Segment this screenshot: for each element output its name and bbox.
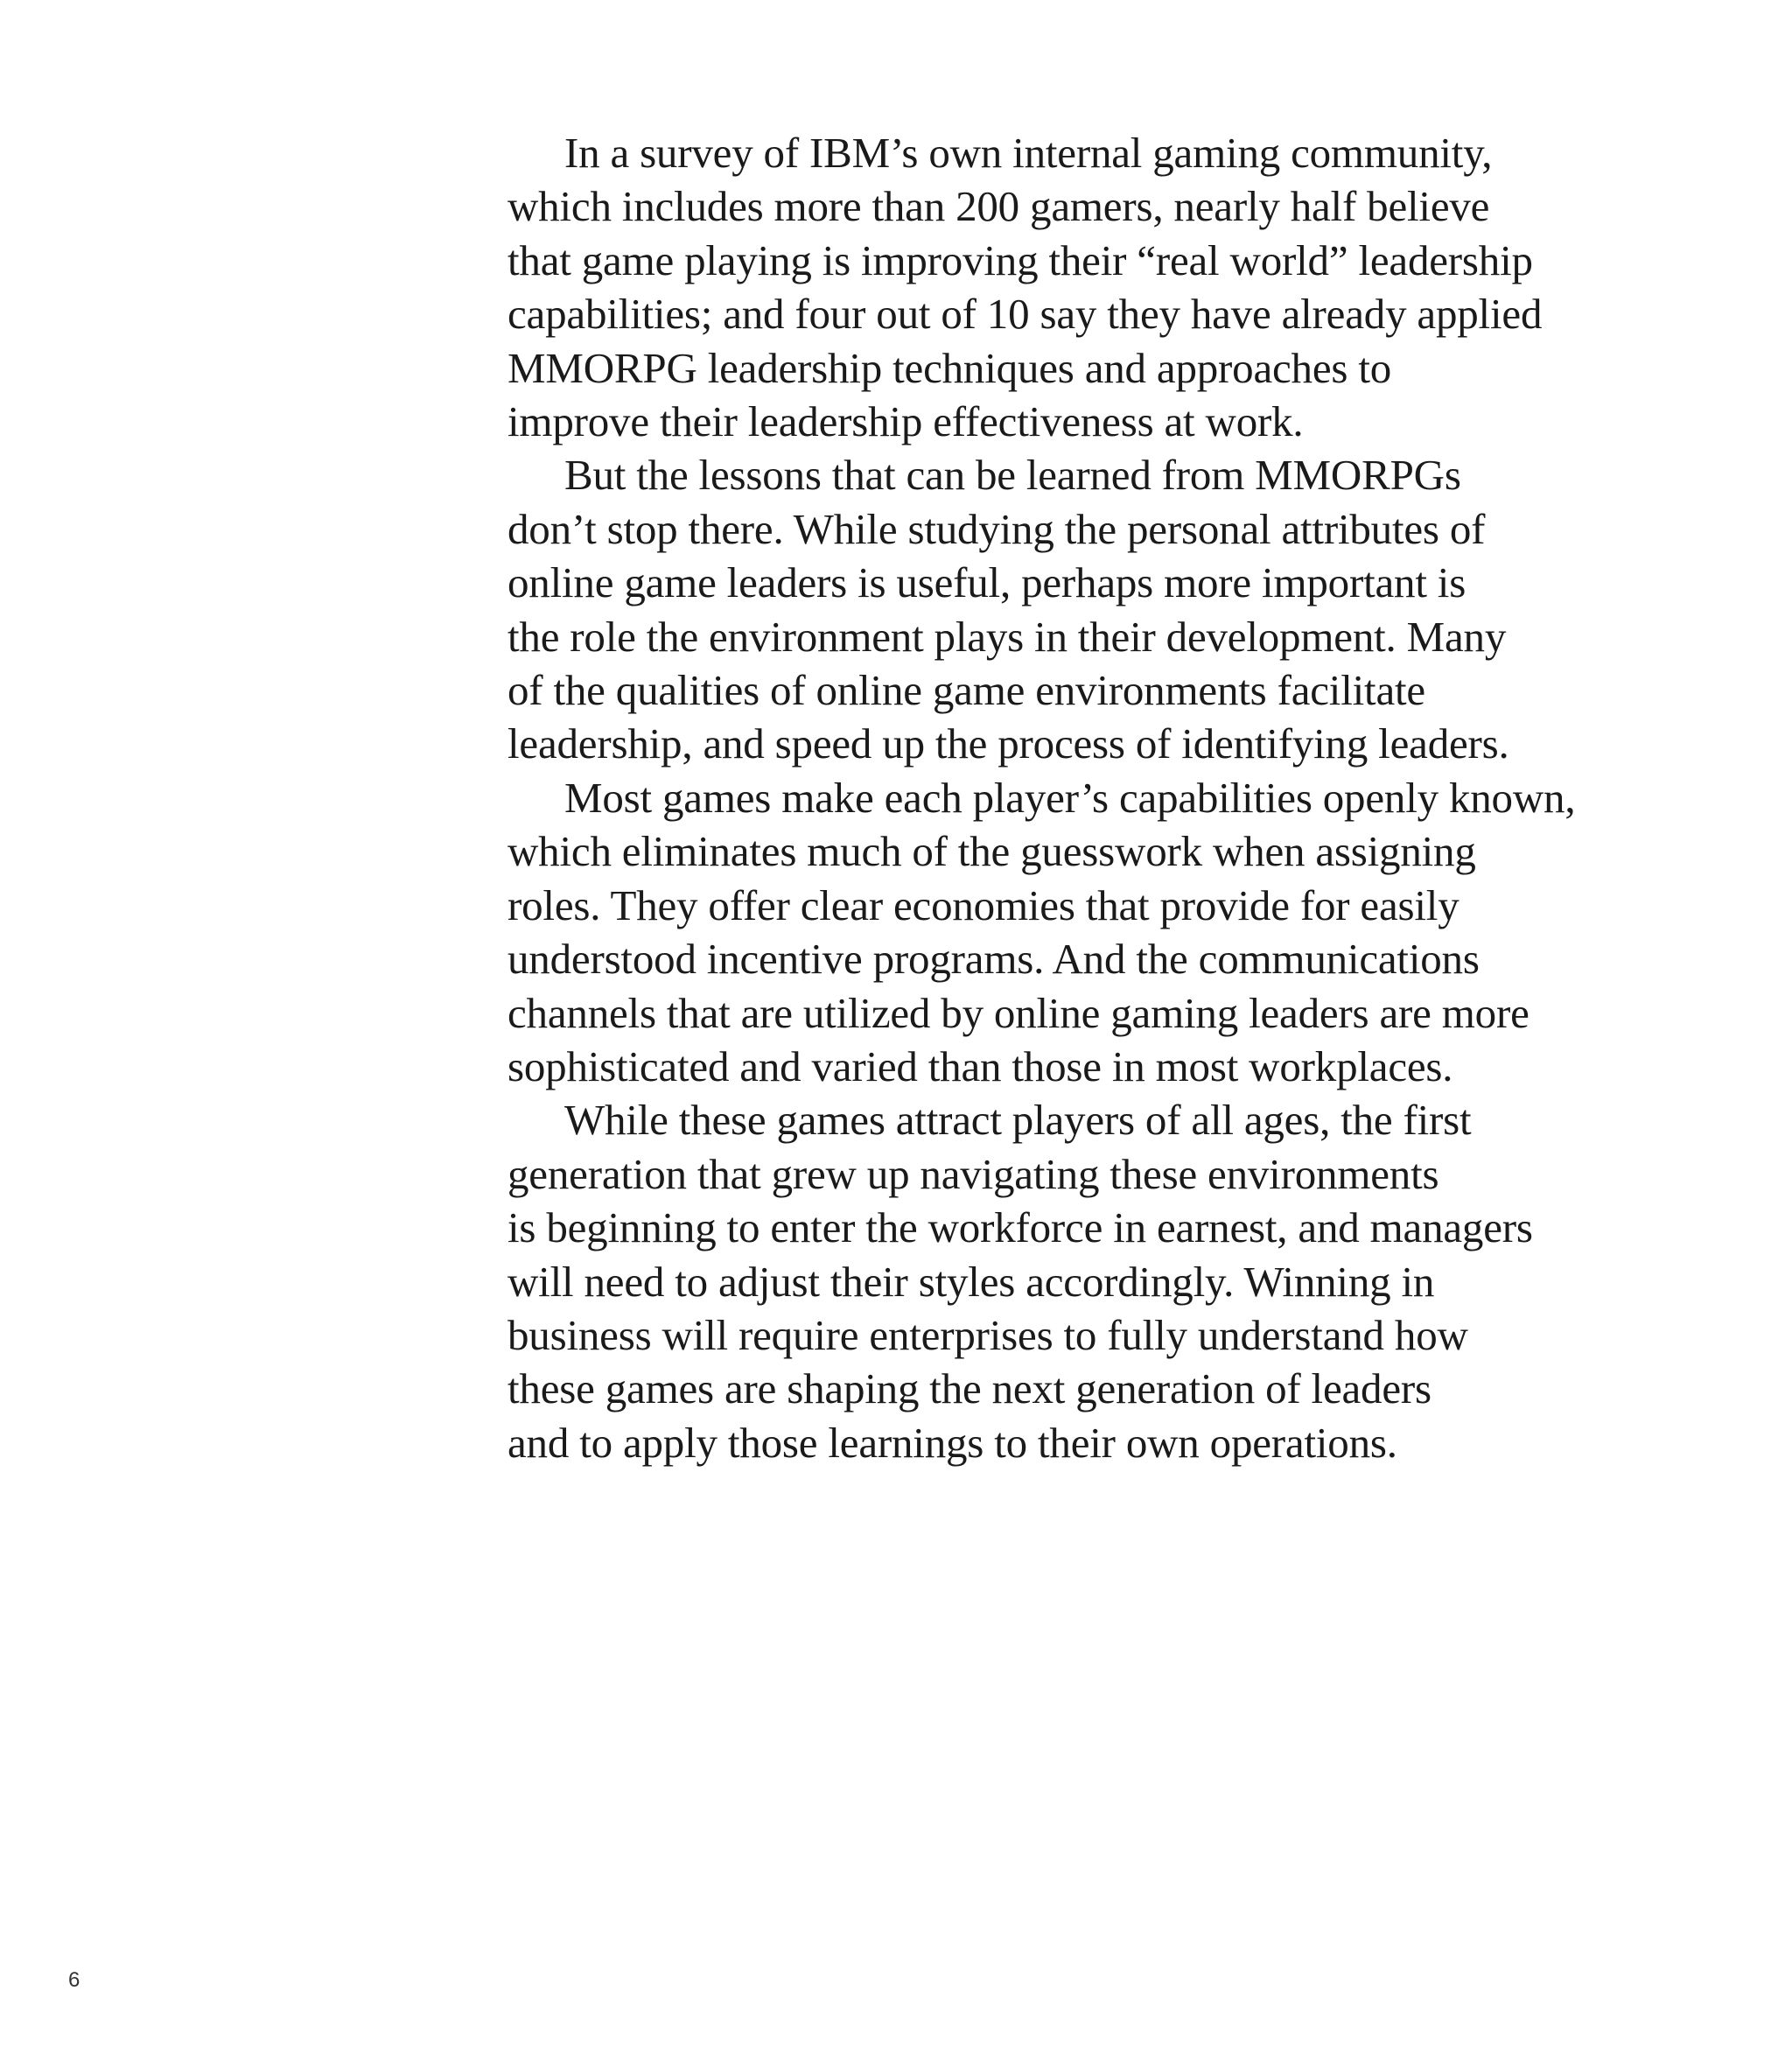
text-line: which includes more than 200 gamers, nearly half believe: [508, 182, 1490, 231]
paragraph-3: [508, 771, 1592, 1093]
text-line: business will require enterprises to fully understand how: [508, 1310, 1468, 1359]
text-line: Most games make each player’s capabilities openly known,: [564, 773, 1576, 822]
text-line: capabilities; and four out of 10 say they have already applied: [508, 290, 1543, 339]
text-line: understood incentive programs. And the communications: [508, 935, 1480, 984]
text-line: don’t stop there. While studying the personal attributes of: [508, 504, 1486, 553]
text-line: But the lessons that can be learned from MMORPGs: [564, 451, 1461, 500]
paragraph-4: [508, 1093, 1592, 1469]
text-line: and to apply those learnings to their own operations.: [508, 1418, 1397, 1467]
paragraph-1: [508, 126, 1592, 448]
text-line: leadership, and speed up the process of identifying leaders.: [508, 719, 1509, 768]
text-line: sophisticated and varied than those in most workplaces.: [508, 1041, 1453, 1090]
text-line: channels that are utilized by online gaming leaders are more: [508, 988, 1530, 1037]
text-line: is beginning to enter the workforce in earnest, and managers: [508, 1203, 1533, 1252]
text-line: generation that grew up navigating these environments: [508, 1149, 1439, 1198]
paragraph-2: [508, 448, 1592, 770]
text-line: improve their leadership effectiveness at work.: [508, 397, 1304, 446]
text-line: of the qualities of online game environments facilitate: [508, 666, 1425, 715]
text-line: roles. They offer clear economies that provide for easily: [508, 880, 1460, 929]
text-line: online game leaders is useful, perhaps more important is: [508, 558, 1466, 607]
text-line: In a survey of IBM’s own internal gaming community,: [564, 129, 1493, 177]
text-line: these games are shaping the next generation of leaders: [508, 1364, 1432, 1413]
text-line: that game playing is improving their “real world” leadership: [508, 235, 1533, 284]
body-text: [508, 126, 1592, 1469]
text-line: which eliminates much of the guesswork when assigning: [508, 827, 1476, 876]
page-number: 6: [68, 1968, 80, 1992]
text-line: MMORPG leadership techniques and approaches to: [508, 343, 1392, 392]
text-line: While these games attract players of all ages, the first: [564, 1096, 1472, 1145]
text-line: will need to adjust their styles accordingly. Winning in: [508, 1257, 1435, 1306]
text-line: the role the environment plays in their development. Many: [508, 612, 1507, 661]
